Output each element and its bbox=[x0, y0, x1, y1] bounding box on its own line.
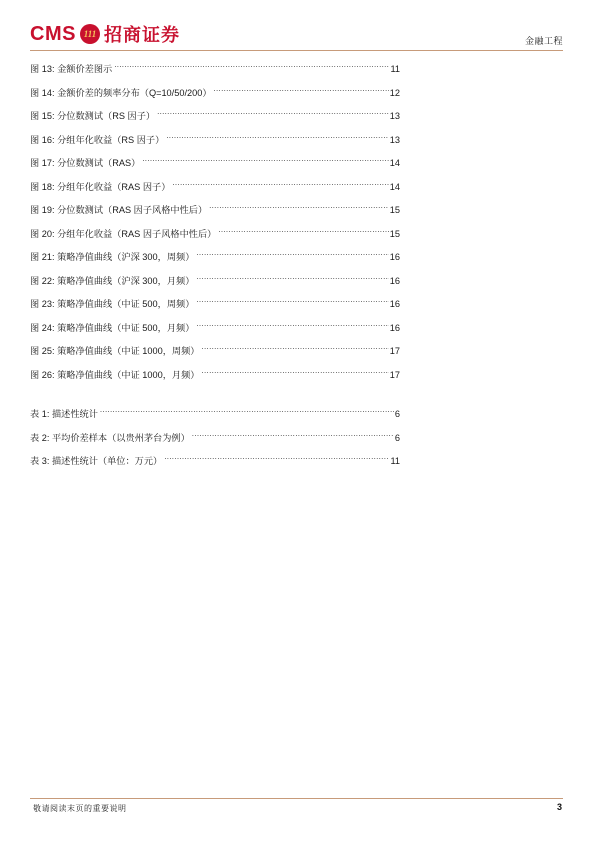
entry-label: 图 21: 策略净值曲线（沪深 300，周频） bbox=[30, 252, 195, 262]
footer-divider bbox=[30, 798, 563, 799]
dot-leader bbox=[166, 133, 389, 143]
dot-leader bbox=[214, 86, 389, 96]
entry-label: 表 3: 描述性统计（单位：万元） bbox=[30, 456, 163, 466]
entry-label: 图 22: 策略净值曲线（沪深 300，月频） bbox=[30, 275, 195, 286]
toc-figure-entry[interactable] bbox=[30, 321, 400, 345]
table-list bbox=[30, 407, 400, 478]
entry-label: 图 15: 分位数测试（RS 因子） bbox=[30, 111, 156, 121]
dot-leader bbox=[164, 454, 389, 464]
entry-page-number: 6 bbox=[394, 409, 400, 419]
dot-leader bbox=[196, 250, 388, 260]
page-number: 3 bbox=[556, 802, 562, 812]
entry-page-number: 15 bbox=[389, 228, 400, 239]
entry-page-number: 11 bbox=[390, 456, 400, 466]
entry-page-number: 16 bbox=[389, 252, 400, 262]
entry-label: 图 24: 策略净值曲线（中证 500，月频） bbox=[30, 322, 195, 333]
figure-list bbox=[30, 62, 400, 391]
disclaimer-note: 敬请阅读末页的重要说明 bbox=[33, 804, 127, 813]
dot-leader bbox=[192, 431, 394, 441]
toc-figure-entry[interactable] bbox=[30, 297, 400, 321]
logo-badge-icon bbox=[80, 24, 100, 44]
toc-figure-entry[interactable] bbox=[30, 156, 400, 180]
dot-leader bbox=[114, 62, 389, 72]
entry-label: 图 23: 策略净值曲线（中证 500，周频） bbox=[30, 299, 195, 309]
dot-leader bbox=[209, 203, 389, 213]
dot-leader bbox=[196, 274, 388, 284]
entry-label: 图 14: 金额价差的频率分布（Q=10/50/200） bbox=[30, 87, 212, 98]
toc-figure-entry[interactable] bbox=[30, 227, 400, 251]
dot-leader bbox=[202, 368, 389, 378]
entry-page-number: 16 bbox=[389, 275, 400, 286]
entry-page-number: 14 bbox=[389, 181, 400, 192]
entry-page-number: 17 bbox=[389, 346, 400, 356]
toc-figure-entry[interactable] bbox=[30, 344, 400, 368]
entry-label: 图 20: 分组年化收益（RAS 因子风格中性后） bbox=[30, 228, 217, 239]
entry-label: 图 16: 分组年化收益（RS 因子） bbox=[30, 134, 165, 145]
toc-figure-entry[interactable] bbox=[30, 86, 400, 110]
list-gap bbox=[30, 391, 400, 407]
logo-latin-text: CMS bbox=[30, 22, 76, 45]
dot-leader bbox=[100, 407, 394, 417]
entry-label: 图 19: 分位数测试（RAS 因子风格中性后） bbox=[30, 205, 208, 215]
dot-leader bbox=[157, 109, 389, 119]
entry-page-number: 15 bbox=[389, 205, 400, 215]
table-of-contents bbox=[30, 62, 400, 478]
header-divider bbox=[30, 50, 563, 51]
toc-table-entry[interactable] bbox=[30, 431, 400, 455]
toc-figure-entry[interactable] bbox=[30, 133, 400, 157]
entry-page-number: 17 bbox=[389, 369, 400, 380]
logo-chinese-text: 招商证券 bbox=[103, 25, 180, 46]
toc-table-entry[interactable] bbox=[30, 454, 400, 478]
toc-figure-entry[interactable] bbox=[30, 109, 400, 133]
dot-leader bbox=[172, 180, 388, 190]
toc-figure-entry[interactable] bbox=[30, 62, 400, 86]
entry-page-number: 6 bbox=[394, 432, 400, 443]
toc-table-entry[interactable] bbox=[30, 407, 400, 431]
dot-leader bbox=[202, 344, 389, 354]
entry-page-number: 11 bbox=[390, 64, 400, 74]
entry-label: 图 17: 分位数测试（RAS） bbox=[30, 158, 141, 168]
toc-figure-entry[interactable] bbox=[30, 203, 400, 227]
page-header bbox=[0, 0, 595, 56]
dot-leader bbox=[196, 321, 388, 331]
entry-label: 图 25: 策略净值曲线（中证 1000，周频） bbox=[30, 346, 200, 356]
entry-page-number: 12 bbox=[389, 87, 400, 98]
entry-page-number: 14 bbox=[389, 158, 400, 168]
section-title: 金融工程 bbox=[524, 36, 563, 46]
toc-figure-entry[interactable] bbox=[30, 250, 400, 274]
toc-figure-entry[interactable] bbox=[30, 274, 400, 298]
entry-label: 图 18: 分组年化收益（RAS 因子） bbox=[30, 181, 171, 192]
dot-leader bbox=[142, 156, 388, 166]
entry-page-number: 13 bbox=[389, 111, 400, 121]
entry-label: 表 1: 描述性统计 bbox=[30, 409, 98, 419]
dot-leader bbox=[218, 227, 388, 237]
entry-page-number: 16 bbox=[389, 322, 400, 333]
entry-label: 表 2: 平均价差样本（以贵州茅台为例） bbox=[30, 432, 190, 443]
toc-figure-entry[interactable] bbox=[30, 368, 400, 392]
toc-figure-entry[interactable] bbox=[30, 180, 400, 204]
entry-label: 图 13: 金额价差图示 bbox=[30, 64, 113, 74]
entry-label: 图 26: 策略净值曲线（中证 1000，月频） bbox=[30, 369, 200, 380]
dot-leader bbox=[196, 297, 388, 307]
logo-badge-text: 111 bbox=[83, 29, 97, 39]
cms-logo bbox=[30, 20, 180, 48]
entry-page-number: 13 bbox=[389, 134, 400, 145]
entry-page-number: 16 bbox=[389, 299, 400, 309]
